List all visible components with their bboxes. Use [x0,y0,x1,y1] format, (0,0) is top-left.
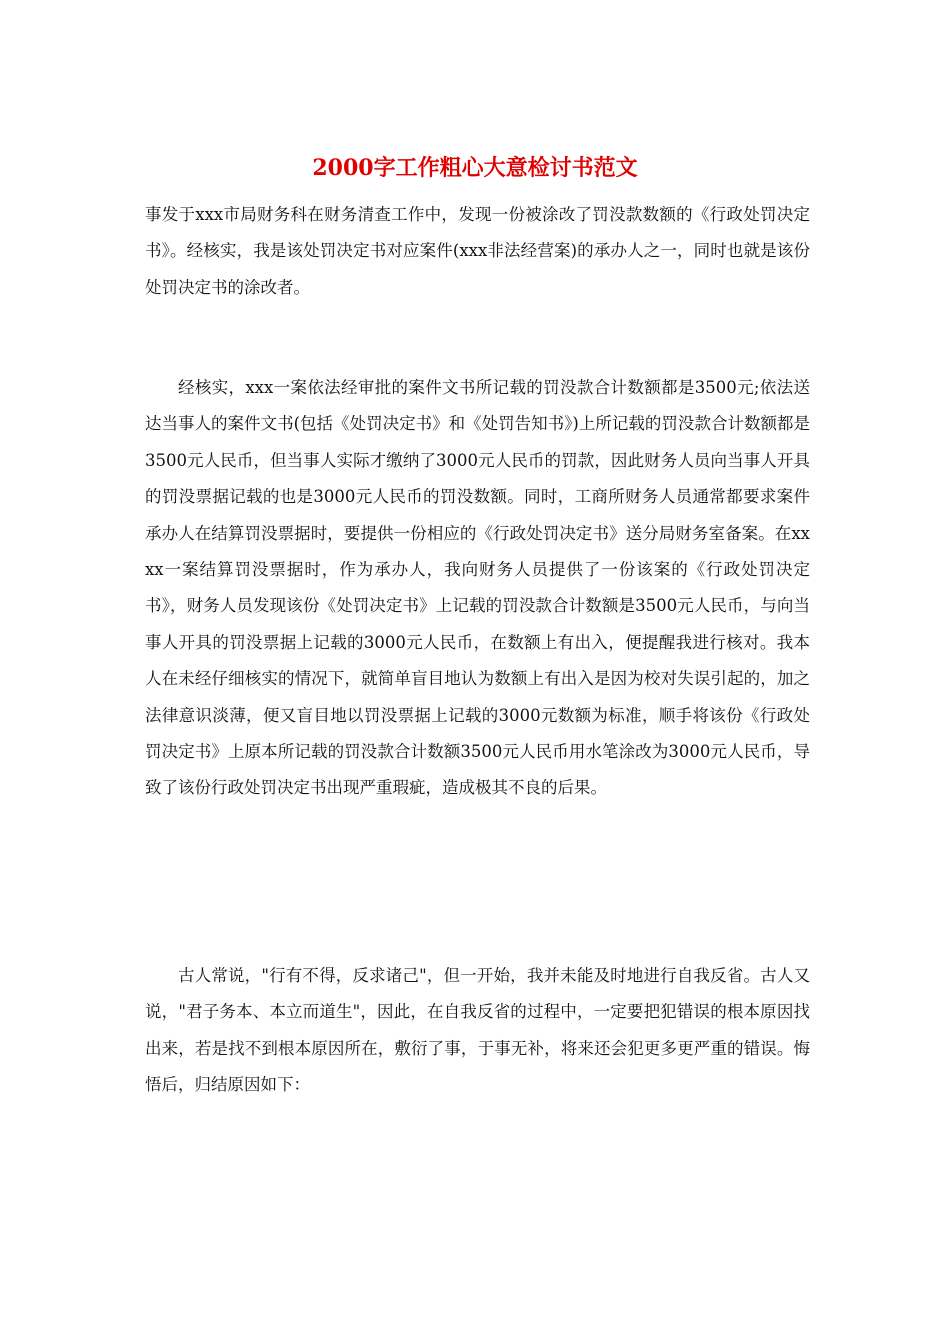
paragraph-incident: 事发于xxx市局财务科在财务清查工作中，发现一份被涂改了罚没款数额的《行政处罚决定书》。经核实，我是该处罚决定书对应案件(xxx非法经营案)的承办人之一，同时也就是该份处罚决定书的涂改者。 [145,205,810,297]
document-title: 2000字工作粗心大意检讨书范文 [312,155,638,181]
paragraph-reflection: 古人常说，"行有不得，反求诸己"，但一开始，我并未能及时地进行自我反省。古人又说，"君子务本、本立而道生"，因此，在自我反省的过程中，一定要把犯错误的根本原因找出来，若是找不到根本原因所在，敷衍了事，于事无补，将来还会犯更多更严重的错误。悔悟后，归结原因如下： [145,966,810,1095]
paragraph-verification: 经核实，xxx一案依法经审批的案件文书所记载的罚没款合计数额都是3500元;依法送达当事人的案件文书(包括《处罚决定书》和《处罚告知书》)上所记载的罚没款合计数额都是3500元人民币，但当事人实际才缴纳了3000元人民币的罚款，因此财务人员向当事人开具的罚没票据记载的也是3000元人民币的罚没数额。同时，工商所财务人员通常都要求案件承办人在结算罚没票据时，要提供一份相应的《行政处罚决定书》送分局财务室备案。在xxxx一案结算罚没票据时，作为承办人，我向财务人员提供了一份该案的《行政处罚决定书》，财务人员发现该份《处罚决定书》上记载的罚没款合计数额是3500元人民币，与向当事人开具的罚没票据上记载的3000元人民币，在数额上有出入，便提醒我进行核对。我本人在未经仔细核实的情况下，就简单盲目地认为数额上有出入是因为校对失误引起的，加之法律意识淡薄，便又盲目地以罚没票据上记载的3000元数额为标准，顺手将该份《行政处罚决定书》上原本所记载的罚没款合计数额3500元人民币用水笔涂改为3000元人民币，导致了该份行政处罚决定书出现严重瑕疵，造成极其不良的后果。 [145,378,810,798]
